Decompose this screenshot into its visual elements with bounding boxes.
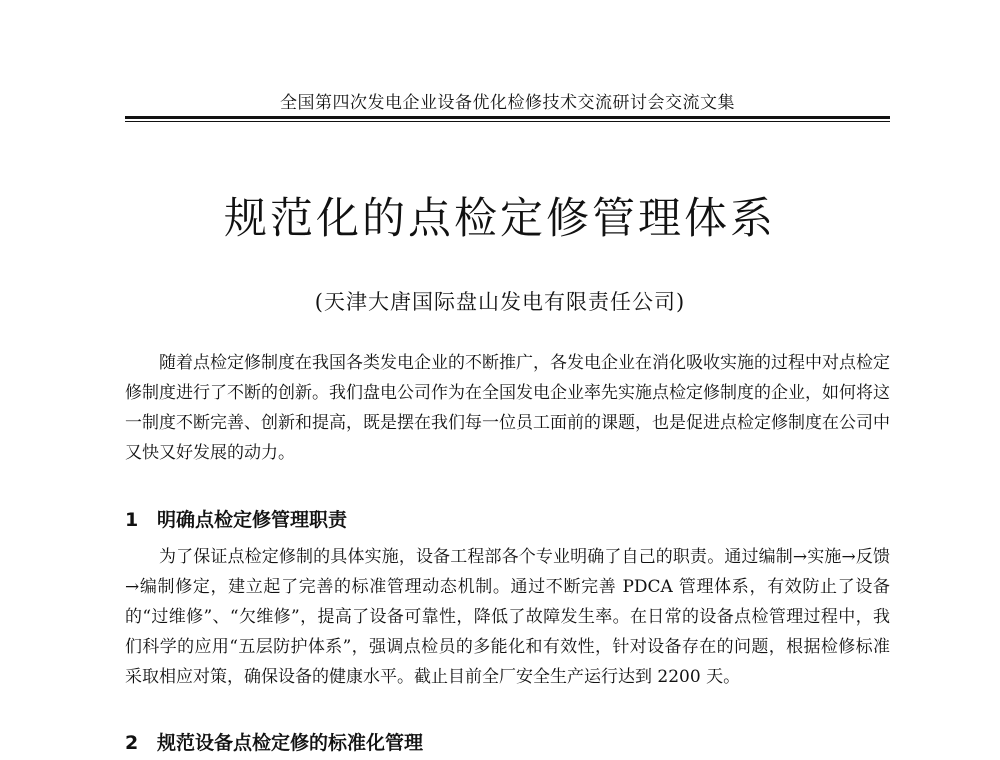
- section-2-heading: [125, 728, 890, 755]
- running-header: 全国第四次发电企业设备优化检修技术交流研讨会交流文集: [280, 93, 735, 113]
- header-rule-thin: [125, 121, 890, 122]
- author-affiliation: (天津大唐国际盘山发电有限责任公司): [314, 290, 686, 314]
- section-1-paragraph: 为了保证点检定修制的具体实施，设备工程部各个专业明确了自己的职责。通过编制→实施→反馈→编制修定，建立起了完善的标准管理动态机制。通过不断完善 PDCA 管理体系，有效防止了设备的“过维修”、“欠维修”，提高了设备可靠性，降低了故障发生率。在日常的设备点检管理过程中，我们科学的应用“五层防护体系”，强调点检员的多能化和有效性，针对设备存在的问题，根据检修标准采取相应对策，确保设备的健康水平。截止目前全厂安全生产运行达到 2200 天。: [125, 547, 890, 687]
- section-number: 2: [125, 732, 139, 754]
- section-title: 规范设备点检定修的标准化管理: [157, 732, 424, 754]
- article-title: 规范化的点检定修管理体系: [224, 194, 776, 244]
- intro-paragraph: 随着点检定修制度在我国各类发电企业的不断推广，各发电企业在消化吸收实施的过程中对点检定修制度进行了不断的创新。我们盘电公司作为在全国发电企业率先实施点检定修制度的企业，如何将这一制度不断完善、创新和提高，既是摆在我们每一位员工面前的课题，也是促进点检定修制度在公司中又快又好发展的动力。: [125, 353, 890, 463]
- header-rule: [125, 116, 890, 119]
- section-title: 明确点检定修管理职责: [157, 509, 348, 531]
- section-number: 1: [125, 509, 139, 531]
- section-1-heading: [125, 505, 890, 532]
